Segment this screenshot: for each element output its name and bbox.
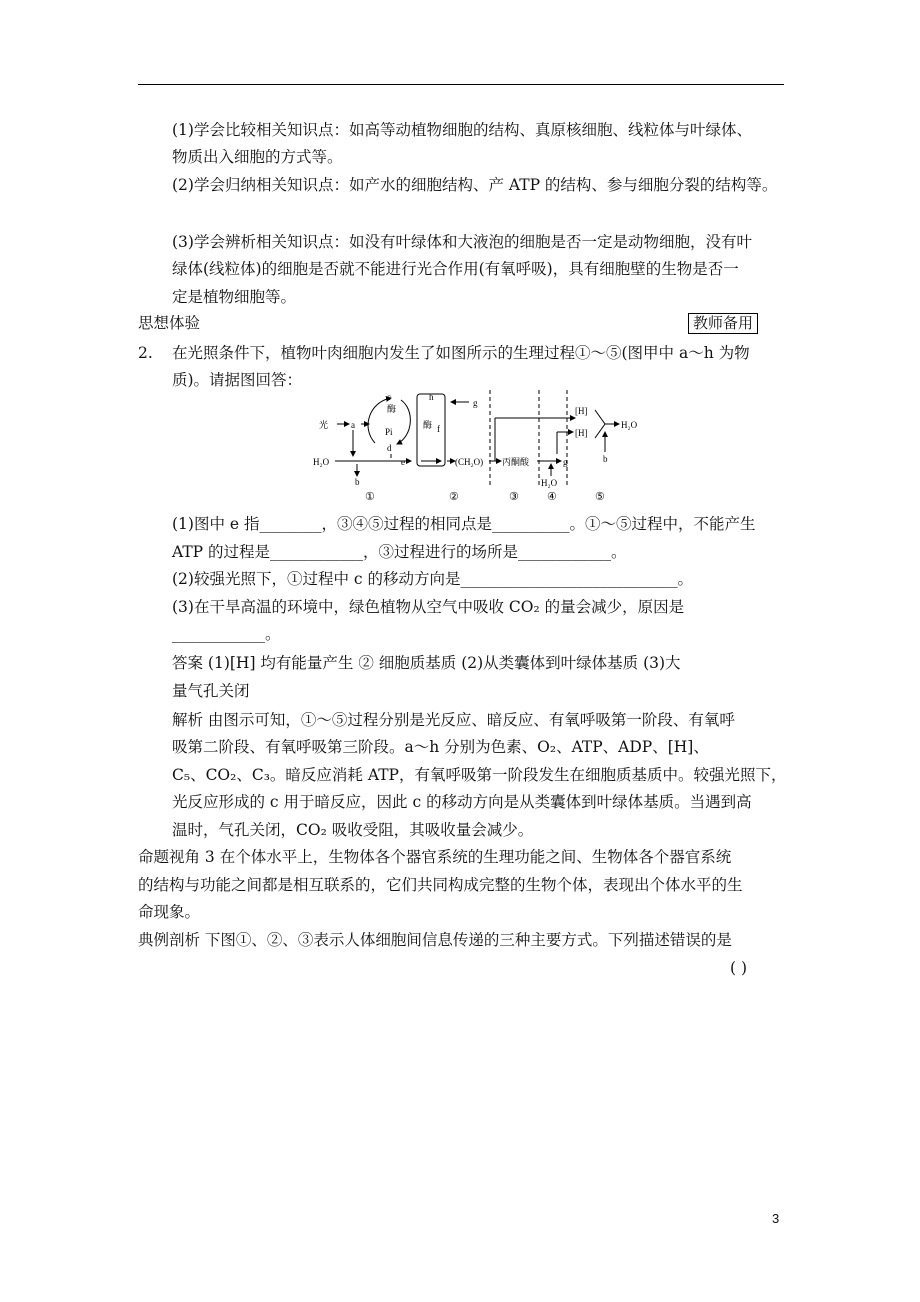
- analysis-line-4: 光反应形成的 c 用于暗反应，因此 c 的移动方向是从类囊体到叶绿体基质。当遇到高: [172, 793, 752, 811]
- analysis-line-1: 解析 由图示可知，①～⑤过程分别是光反应、暗反应、有氧呼吸第一阶段、有氧呼: [172, 711, 735, 729]
- label-h: h: [429, 392, 434, 402]
- label-a: a: [351, 420, 355, 430]
- label-pi: Pi: [385, 427, 393, 437]
- header-rule: [138, 84, 784, 85]
- label-g: g: [473, 398, 478, 408]
- q1-line-2: ATP 的过程是____________，③过程进行的场所是____________。: [172, 543, 627, 561]
- stage-4: ④: [547, 491, 557, 503]
- point-1-line-2: 物质出入细胞的方式等。: [172, 148, 343, 166]
- stage-2-box: [417, 394, 445, 466]
- process-diagram: [305, 388, 675, 506]
- answer-bracket: ( ): [730, 959, 748, 977]
- stage-5: ⑤: [595, 491, 605, 503]
- label-b-2: b: [603, 454, 608, 464]
- label-h-bottom: [H]: [575, 428, 588, 438]
- point-3-line-3: 定是植物细胞等。: [172, 288, 297, 306]
- point-2: (2)学会归纳相关知识点：如产水的细胞结构、产 ATP 的结构、参与细胞分裂的结构等。: [172, 176, 778, 194]
- label-water-3: H₂O: [621, 420, 638, 430]
- question-stem-line-2: 质)。请据图回答：: [172, 371, 303, 389]
- label-c: c: [387, 392, 391, 402]
- q3-line-1: (3)在干旱高温的环境中，绿色植物从空气中吸收 CO₂ 的量会减少，原因是: [172, 598, 685, 616]
- page-number: 3: [772, 1211, 780, 1226]
- analysis-line-3: C₅、CO₂、C₃。暗反应消耗 ATP，有氧呼吸第一阶段发生在细胞质基质中。较强光照下，: [172, 766, 787, 784]
- label-g-2: g: [563, 457, 568, 467]
- stage-5-bracket: [595, 410, 605, 438]
- label-h-top: [H]: [575, 406, 588, 416]
- perspective-line-3: 命现象。: [138, 903, 201, 921]
- label-d: d: [387, 443, 392, 453]
- label-f: f: [437, 424, 440, 434]
- example-line-1: 典例剖析 下图①、②、③表示人体细胞间信息传递的三种主要方式。下列描述错误的是: [138, 931, 732, 949]
- stage-3: ③: [509, 491, 519, 503]
- stage-2: ②: [449, 491, 459, 503]
- teacher-badge: 教师备用: [688, 313, 758, 334]
- section-title: 思想体验: [138, 314, 201, 332]
- label-enzyme-1: 酶: [387, 404, 397, 414]
- analysis-line-2: 吸第二阶段、有氧呼吸第三阶段。a～h 分别为色素、O₂、ATP、ADP、[H]、: [172, 738, 709, 756]
- point-3-line-1: (3)学会辨析相关知识点：如没有叶绿体和大液泡的细胞是否一定是动物细胞，没有叶: [172, 233, 752, 251]
- q2: (2)较强光照下，①过程中 c 的移动方向是____________________________。: [172, 570, 693, 588]
- label-light: 光: [319, 420, 329, 430]
- perspective-line-2: 的结构与功能之间都是相互联系的，它们共同构成完整的生物个体，表现出个体水平的生: [138, 876, 743, 894]
- label-enzyme-2: 酶: [423, 420, 433, 430]
- answer-line-2: 量气孔关闭: [172, 682, 250, 700]
- answer-line-1: 答案 (1)[H] 均有能量产生 ② 细胞质基质 (2)从类囊体到叶绿体基质 (3)大: [172, 654, 681, 672]
- q1-line-1: (1)图中 e 指________，③④⑤过程的相同点是__________。①～⑤过程中，不能产生: [172, 515, 756, 533]
- cycle-arc-right: [397, 400, 410, 444]
- point-1-line-1: (1)学会比较相关知识点：如高等动植物细胞的结构、真原核细胞、线粒体与叶绿体、: [172, 121, 752, 139]
- q3-line-2: ____________。: [172, 625, 281, 643]
- label-b: b: [355, 477, 360, 487]
- point-3-line-2: 绿体(线粒体)的细胞是否就不能进行光合作用(有氧呼吸)，具有细胞壁的生物是否一: [172, 260, 739, 278]
- question-number: 2.: [138, 344, 153, 362]
- label-ch2o: (CH₂O): [455, 457, 484, 467]
- question-stem-line-1: 在光照条件下，植物叶肉细胞内发生了如图所示的生理过程①～⑤(图甲中 a～h 为物: [172, 344, 750, 362]
- label-pyruvate: 丙酮酸: [502, 457, 530, 467]
- label-e: e: [401, 457, 405, 467]
- stage-1: ①: [365, 491, 375, 503]
- label-water-2: H₂O: [541, 478, 558, 488]
- perspective-line-1: 命题视角 3 在个体水平上，生物体各个器官系统的生理功能之间、生物体各个器官系统: [138, 848, 732, 866]
- label-water: H₂O: [313, 457, 330, 467]
- analysis-line-5: 温时，气孔关闭，CO₂ 吸收受阻，其吸收量会减少。: [172, 821, 534, 839]
